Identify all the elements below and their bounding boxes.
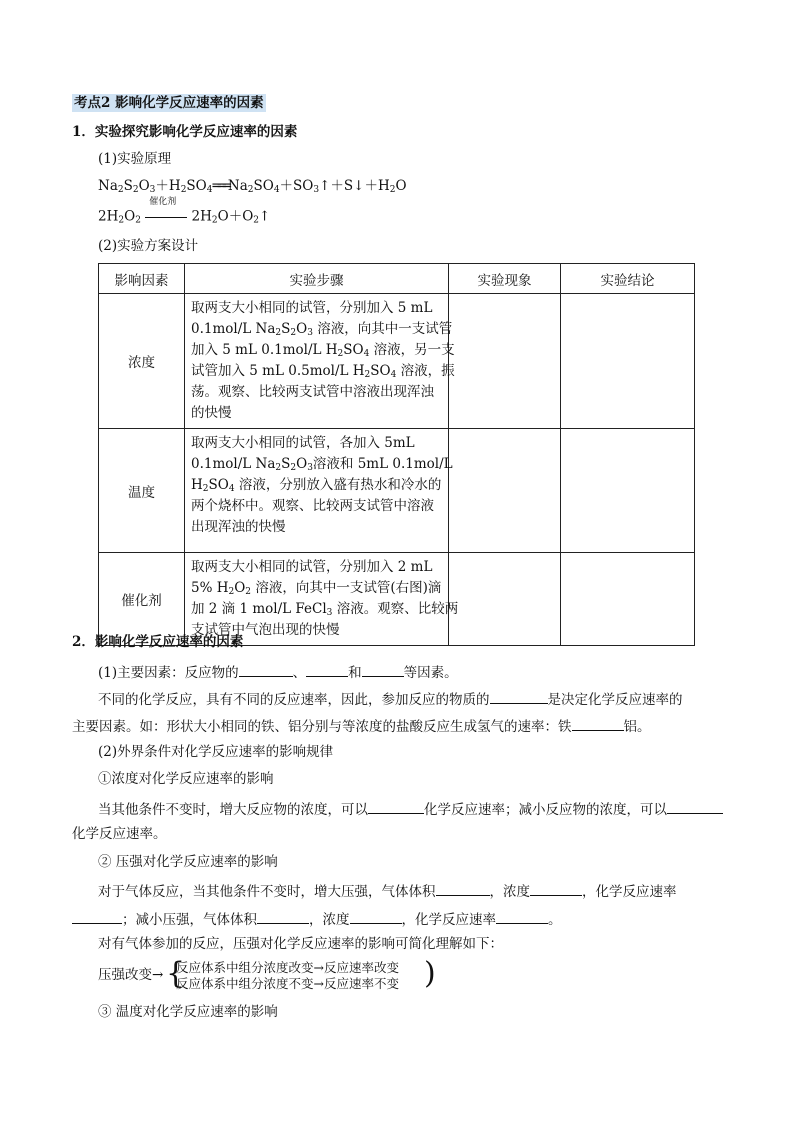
fill-blank[interactable] <box>368 801 424 814</box>
steps-cell: 取两支大小相同的试管，各加入 5mL 0.1mol/L $Na_2S_2O_3$溶液和 5mL 0.1mol/L $H_2SO_4$ 溶液，分别放入盛有热水和冷水的 两个烧杯中。观察、比较两支试管中溶液 出现浑浊的快慢 <box>185 429 449 553</box>
factor-cell: 催化剂 <box>99 553 185 646</box>
header-steps: 实验步骤 <box>185 264 449 294</box>
fill-blank[interactable] <box>257 911 309 924</box>
pressure-label: ② 压强对化学反应速率的影响 <box>98 854 278 870</box>
brace-icon: { <box>166 956 186 991</box>
para1-line: 不同的化学反应，具有不同的反应速率，因此，参加反应的物质的 是决定化学反应速率的 <box>98 692 683 708</box>
table-row <box>99 429 695 553</box>
header-factor: 影响因素 <box>99 264 185 294</box>
external-label: (2)外界条件对化学反应速率的影响规律 <box>98 744 334 760</box>
table-row <box>99 553 695 646</box>
fill-blank[interactable] <box>667 801 723 814</box>
fill-blank[interactable] <box>362 664 404 677</box>
conclusion-cell <box>561 553 695 646</box>
table-row <box>99 294 695 429</box>
heading-label: 考点2 影响化学反应速率的因素 <box>74 95 264 111</box>
table-header-row <box>99 264 695 294</box>
fill-blank[interactable] <box>72 911 122 924</box>
conclusion-cell <box>561 429 695 553</box>
fill-blank[interactable] <box>306 664 348 677</box>
section1-title: 1．实验探究影响化学反应速率的因素 <box>72 124 298 140</box>
equation-1: $Na_2S_2O_3+H_2SO_4═══Na_2SO_4+SO_3↑+S↓+H_2O$ <box>98 178 407 195</box>
branch-1: 反应体系中组分浓度改变→反应速率改变 <box>176 960 399 975</box>
conc-text-line2: 化学反应速率。 <box>72 826 167 842</box>
phenomenon-cell <box>449 429 561 553</box>
temp-label: ③ 温度对化学反应速率的影响 <box>98 1004 278 1020</box>
steps-cell: 取两支大小相同的试管，分别加入 5 mL 0.1mol/L $Na_2S_2O_3$ 溶液，向其中一支试管 加入 5 mL 0.1mol/L $H_2SO_4$ 溶液，另一支 试管加入 5 mL 0.5mol/L $H_2SO_4$ 溶液，振 荡。观察、比较两支试管中溶液出现浑浊 的快慢 <box>185 294 449 429</box>
section2-title: 2．影响化学反应速率的因素 <box>72 634 244 650</box>
conc-text-line: 当其他条件不变时，增大反应物的浓度，可以 化学反应速率；减小反应物的浓度，可以 <box>98 801 723 818</box>
header-conclusion: 实验结论 <box>561 264 695 294</box>
para2-line: 主要因素。如：形状大小相同的铁、铝分别与等浓度的盐酸反应生成氢气的速率：铁 铝。 <box>72 719 651 735</box>
pressure-text-line2: ；减小压强，气体体积 ，浓度 ，化学反应速率 。 <box>72 911 562 928</box>
factor-cell: 温度 <box>99 429 185 553</box>
fill-blank[interactable] <box>496 911 548 924</box>
equation-2: $2H_2O_2$ 催化剂 $2H_2O+O_2↑$ <box>98 197 271 226</box>
fill-blank[interactable] <box>490 691 548 704</box>
conc-label: ①浓度对化学反应速率的影响 <box>98 771 274 787</box>
brace-close-icon: ) <box>424 956 436 991</box>
branch-2: 反应体系中组分浓度不变→反应速率不变 <box>176 976 399 991</box>
fill-blank[interactable] <box>530 883 582 896</box>
experiment-table <box>98 263 695 646</box>
phenomenon-cell <box>449 553 561 646</box>
fill-blank[interactable] <box>436 883 490 896</box>
pressure-change-label: 压强改变→ <box>98 967 164 983</box>
conclusion-cell <box>561 294 695 429</box>
header-phenomenon: 实验现象 <box>449 264 561 294</box>
design-label: (2)实验方案设计 <box>98 238 199 254</box>
catalyst-arrow: 催化剂 <box>145 210 187 224</box>
factor-cell: 浓度 <box>99 294 185 429</box>
main-factor-line: (1)主要因素：反应物的 、 和 等因素。 <box>98 665 458 681</box>
phenomenon-cell <box>449 294 561 429</box>
section-heading <box>72 97 266 111</box>
steps-cell: 取两支大小相同的试管，分别加入 2 mL 5% $H_2O_2$ 溶液，向其中一支试管(右图)滴 加 2 滴 1 mol/L FeCl$_3$ 溶液。观察、比较两 支试管中气泡出现的快慢 <box>185 553 449 646</box>
fill-blank[interactable] <box>572 718 624 731</box>
fill-blank[interactable] <box>239 664 293 677</box>
gas-note: 对有气体参加的反应，压强对化学反应速率的影响可简化理解如下： <box>98 936 503 952</box>
fill-blank[interactable] <box>350 911 402 924</box>
principle-label: (1)实验原理 <box>98 151 172 167</box>
pressure-text-line: 对于气体反应，当其他条件不变时，增大压强，气体体积 ，浓度 ，化学反应速率 <box>98 884 677 900</box>
